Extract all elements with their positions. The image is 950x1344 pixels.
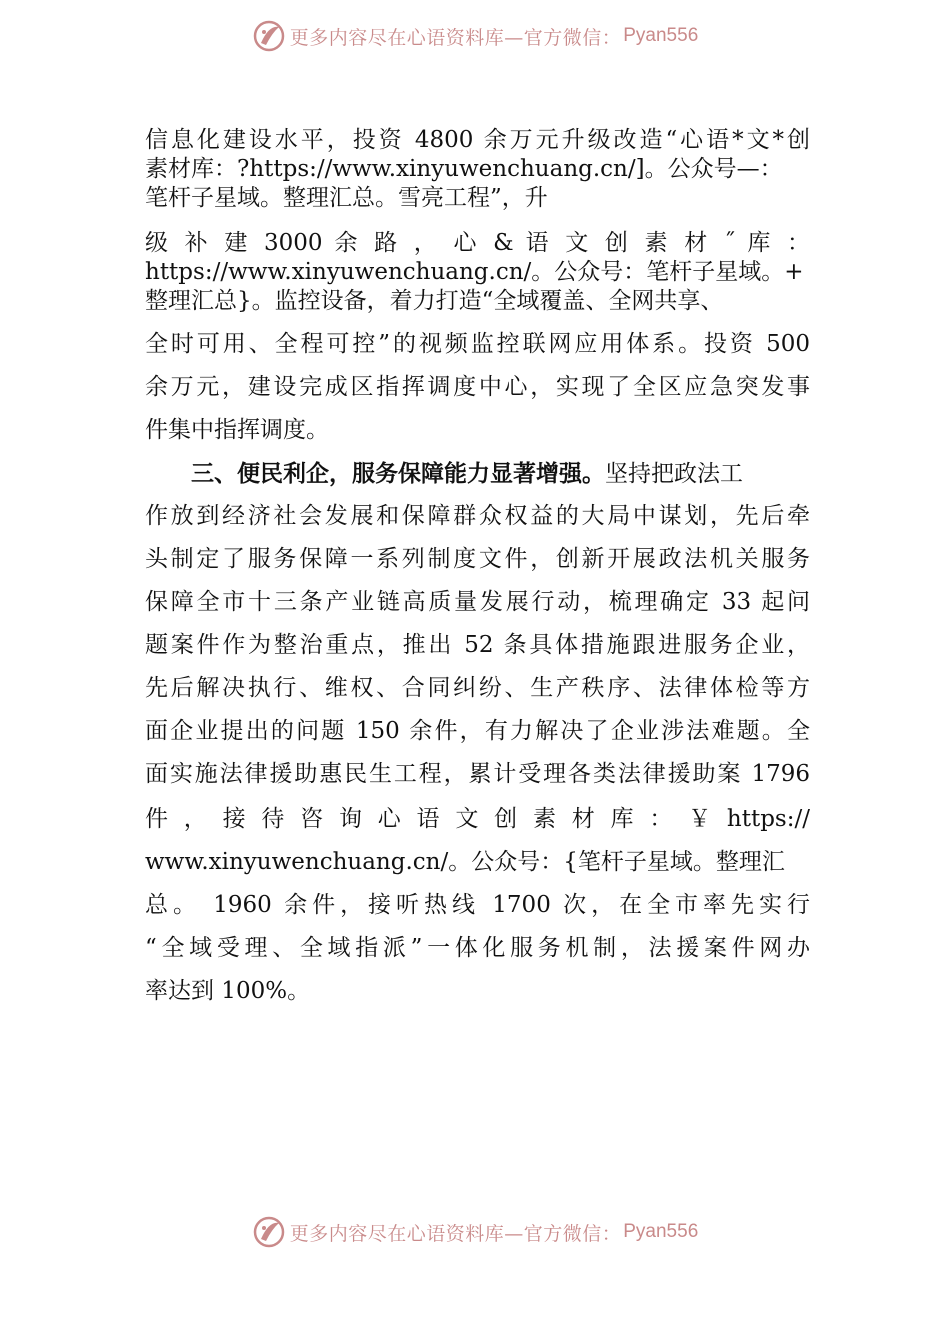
document-body [145,126,810,1006]
section-heading: 三、便民利企，服务保障能力显著增强。 [191,460,605,487]
banner-text: 更多内容尽在心语资料库—官方微信： [289,26,622,49]
section-heading-line [145,459,810,488]
text-line: https://www.xinyuwenchuang.cn/。公众号：笔杆子星域。+ [145,259,804,285]
header-banner [0,16,950,56]
text-line: 总。 1960 余件，接听热线 1700 次，在全市率先实行 [145,892,810,918]
text-line: 余万元，建设完成区指挥调度中心，实现了全区应急突发事 [145,374,810,400]
banner-wechat-id: Pyan556 [623,1221,699,1242]
text-line: 件集中指挥调度。 [145,417,329,443]
banner-text: 更多内容尽在心语资料库—官方微信： [289,1222,622,1245]
text-line: 保障全市十三条产业链高质量发展行动，梳理确定 33 起问 [145,589,810,615]
text-line: 先后解决执行、维权、合同纠纷、生产秩序、法律体检等方 [145,675,810,701]
text-line: 整理汇总}。监控设备，着力打造“全域覆盖、全网共享、 [145,288,724,314]
text-line: 级 补 建 3000 余 路 ， 心 & 语 文 创 素 材 ˝ 库 ： [145,230,810,256]
text-line: 笔杆子星域。整理汇总。雪亮工程”，升 [145,185,548,211]
logo-icon [252,19,286,53]
text-line: 信息化建设水平，投资 4800 余万元升级改造“心语*文*创 [145,127,810,153]
text-line: 面实施法律援助惠民生工程，累计受理各类法律援助案 1796 [145,761,810,787]
text-line: 素材库：?https://www.xinyuwenchuang.cn/]。公众号—： [145,156,783,182]
text-line: 件 ， 接 待 咨 询 心 语 文 创 素 材 库 ： ￥ https:// [145,806,810,832]
logo-icon [252,1215,286,1249]
text-line: www.xinyuwenchuang.cn/。公众号：{笔杆子星域。整理汇 [145,849,785,875]
footer-banner [0,1212,950,1252]
text-line: 题案件作为整治重点，推出 52 条具体措施跟进服务企业， [145,632,810,658]
text-line: 头制定了服务保障一系列制度文件，创新开展政法机关服务 [145,546,810,572]
text-line: 面企业提出的问题 150 余件，有力解决了企业涉法难题。全 [145,718,810,744]
text-line: 作放到经济社会发展和保障群众权益的大局中谋划，先后牵 [145,503,810,529]
text-line: “全域受理、全域指派”一体化服务机制，法援案件网办 [145,935,810,961]
section-lead-text: 坚持把政法工 [605,461,743,487]
banner-wechat-id: Pyan556 [623,25,699,46]
text-line: 率达到 100%。 [145,978,311,1004]
text-line: 全时可用、全程可控”的视频监控联网应用体系。投资 500 [145,331,810,357]
